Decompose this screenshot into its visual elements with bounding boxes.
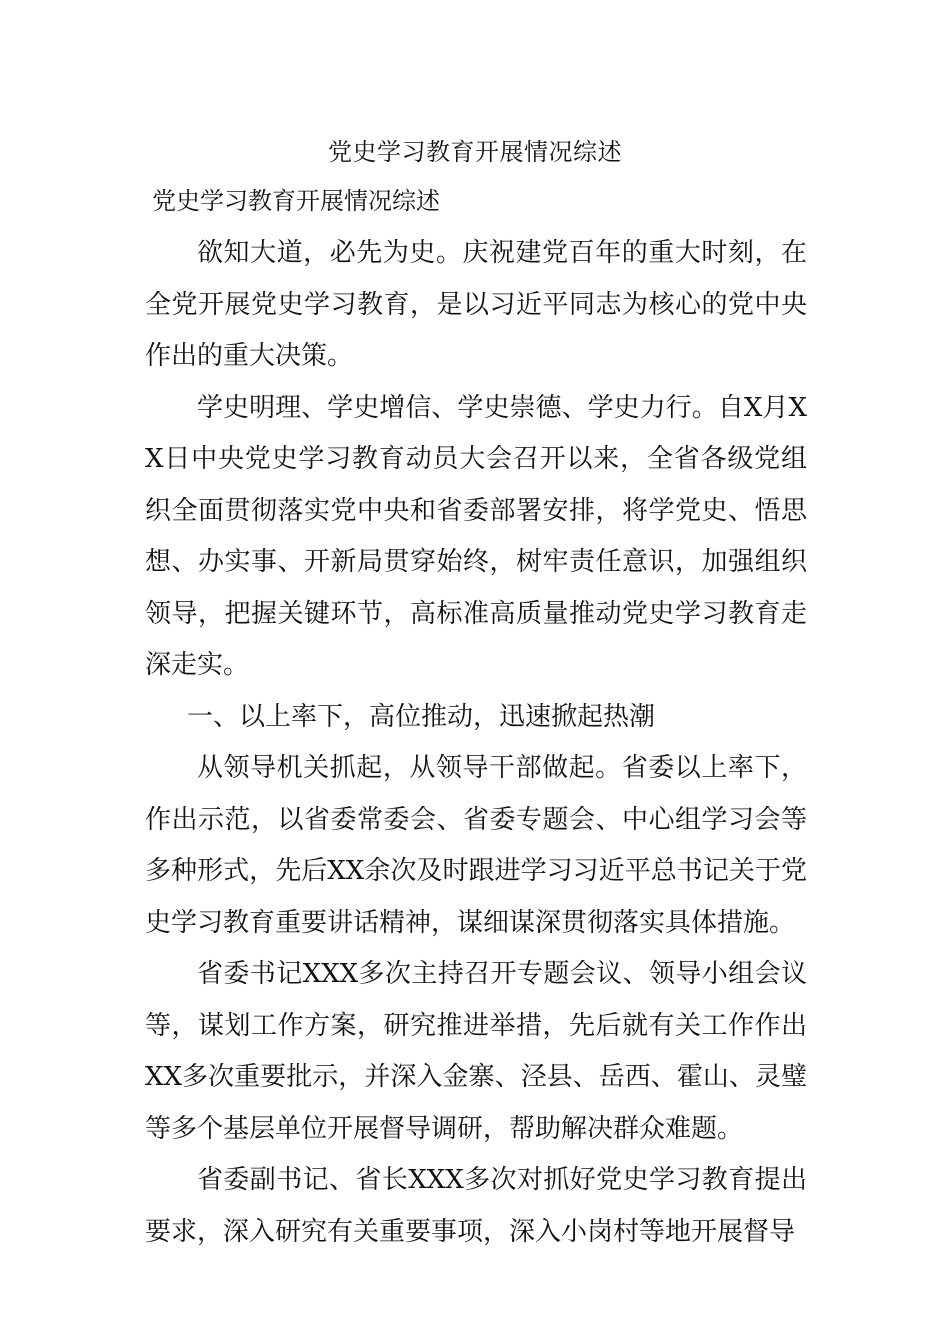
paragraph-governor: 省委副书记、省长XXX多次对抓好党史学习教育提出要求，深入研究有关重要事项，深入小岗村等地开展督导: [145, 1165, 807, 1247]
paragraph-overview: 学史明理、学史增信、学史崇德、学史力行。自X月XX日中央党史学习教育动员大会召开以来，全省各级党组织全面贯彻落实党中央和省委部署安排，将学党史、悟思想、办实事、开新局贯穿始终，树牢责任意识，加强组织领导，把握关键环节，高标准高质量推动党史学习教育走深走实。: [145, 392, 807, 680]
document-title: 党史学习教育开展情况综述: [328, 138, 622, 166]
document-subtitle: 党史学习教育开展情况综述: [152, 187, 440, 215]
paragraph-intro: 欲知大道，必先为史。庆祝建党百年的重大时刻，在全党开展党史学习教育，是以习近平同志为核心的党中央作出的重大决策。: [145, 238, 807, 371]
section-heading-1: 一、以上率下，高位推动，迅速掀起热潮: [187, 701, 656, 732]
document-body: [145, 228, 807, 1258]
paragraph-leadership: 从领导机关抓起，从领导干部做起。省委以上率下，作出示范，以省委常委会、省委专题会、中心组学习会等多种形式，先后XX余次及时跟进学习习近平总书记关于党史学习教育重要讲话精神，谋细谋深贯彻落实具体措施。: [145, 753, 807, 938]
paragraph-secretary: 省委书记XXX多次主持召开专题会议、领导小组会议等，谋划工作方案，研究推进举措，先后就有关工作作出XX多次重要批示，并深入金寨、泾县、岳西、霍山、灵璧等多个基层单位开展督导调研，帮助解决群众难题。: [145, 959, 807, 1144]
